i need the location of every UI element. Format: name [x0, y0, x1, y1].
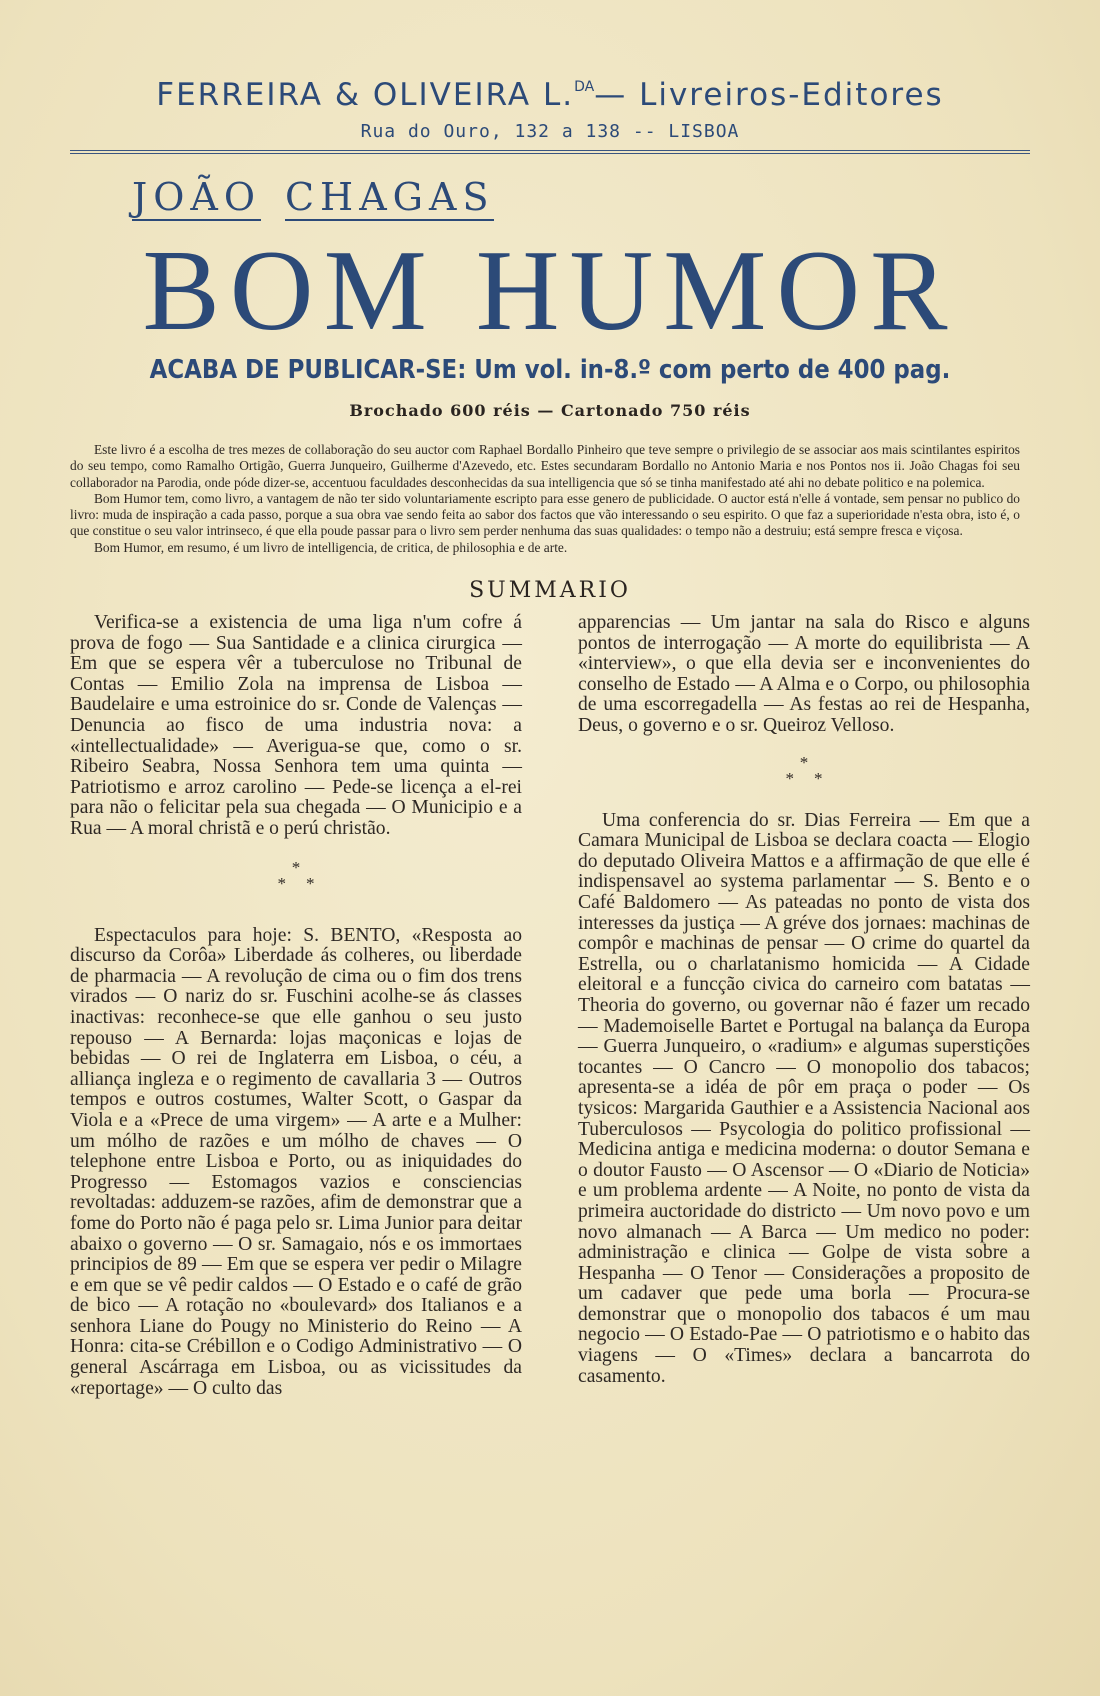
summary-heading: SUMMARIO: [469, 578, 631, 604]
asterism-bottom: **: [785, 768, 843, 788]
price-line: Brochado 600 réis — Cartonado 750 réis: [349, 401, 751, 420]
summary-paragraph: Espectaculos para hoje: S. BENTO, «Resposta ao discurso da Corôa» Liberdade ás colheres, ou liberdade de pharmacia — A revolução de cima ou o fim dos trens virados — O nariz do sr. Fuschini acolhe-se ás classes inactivas: reconhece-se que elle ganhou o seu justo repouso — A Bernarda: lojas maçonicas e lojas de bebidas — O rei de Inglaterra em Lisboa, o céu, a alliança ingleza e o regimento de cavallaria 3 — Outros tempos e outros costumes, Walter Scott, o Gaspar da Viola e a «Prece de uma virgem» — A arte e a Mulher: um mólho de razões e um mólho de chaves — O telephone entre Lisboa e Porto, ou as iniquidades do Progresso — Estomagos vazios e consciencias revoltadas: adduzem-se razões, afim de demonstrar que a fome do Porto não é paga pelo sr. Lima Junior para deitar abaixo o governo — O sr. Samagaio, nós e os immortaes principios de 89 — Em que se espera ver pedir o Milagre e em que se vê pedir caldos — O Estado e o café de grão de bico — A rotação no «boulevard» dos Italianos e a senhora Liane do Pougy no Ministerio do Reino — A Honra: cita-se Crébillon e o Codigo Administrativo — O general Ascárraga em Lisboa, ou as vicissitudes da «reportage» — O culto das: [70, 924, 522, 1399]
asterism-separator: [70, 857, 522, 893]
summary-columns: [70, 613, 1030, 1399]
asterism-top: *: [291, 857, 301, 877]
book-title: BOM HUMOR: [142, 227, 958, 355]
publisher-line: [70, 77, 1030, 113]
book-description: [70, 442, 1020, 556]
description-paragraph: Bom Humor tem, como livro, a vantagem de não ter sido voluntariamente escripto para esse genero de publicidade. O auctor está n'elle á vontade, sem pensar no publico do livro: muda de inspiração a cada passo, porque a sua obra vae sendo feita ao sabor dos factos que vão interessando o seu espirito. O que faz a superioridade n'esta obra, isto é, o que constitue o seu valor intrinseco, é que ella poude passar para o livro sem perder nenhuma das suas qualidades: o tempo não a destruiu; está sempre fresca e viçosa.: [70, 490, 1020, 539]
asterism-top: *: [799, 752, 809, 772]
publication-info: ACABA DE PUBLICAR-SE: Um vol. in-8.º com perto de 400 pag.: [149, 355, 951, 385]
summary-column-right: [578, 613, 1030, 1399]
summary-column-left: [70, 613, 522, 1399]
publisher-address: Rua do Ouro, 132 a 138 -- LISBOA: [360, 121, 740, 142]
description-paragraph: Este livro é a escolha de tres mezes de collaboração do seu auctor com Raphael Bordallo Pinheiro que teve sempre o privilegio de se associar aos mais scintilantes espiritos do seu tempo, como Ramalho Ortigão, Guerra Junqueiro, Guilherme d'Azevedo, etc. Estes secundaram Bordallo no Antonio Maria e nos Pontos nos ii. João Chagas foi seu collaborador na Parodia, onde póde dizer-se, accentuou faculdades desconhecidas da sua intelligencia que só se tinha manifestado até ahi no debate politico e na polemica.: [70, 442, 1020, 490]
summary-paragraph: Verifica-se a existencia de uma liga n'um cofre á prova de fogo — Sua Santidade e a clinica cirurgica — Em que se espera vêr a tuberculose no Tribunal de Contas — Emilio Zola na imprensa de Lisboa — Baudelaire e uma estroinice do sr. Conde de Valenças — Denuncia ao fisco de uma industria nova: a «intellectualidade» — Averigua-se que, como o sr. Ribeiro Seabra, Nossa Senhora tem uma quinta — Patriotismo e arroz carolino — Pede-se licença a el-rei para não o felicitar pela sua chegada — O Municipio e a Rua — A moral christã e o perú christão.: [70, 612, 522, 840]
description-paragraph: Bom Humor, em resumo, é um livro de intelligencia, de critica, de philosophia e de arte.: [94, 539, 568, 555]
summary-paragraph: Uma conferencia do sr. Dias Ferreira — Em que a Camara Municipal de Lisboa se declara coacta — Elogio do deputado Oliveira Mattos e a affirmação de que elle é indispensavel ao systema parlamentar — S. Bento e o Café Baldomero — As pateadas no ponto de vista dos interesses da justiça — A gréve dos jornaes: machinas de compôr e machinas de pensar — O crime do quartel da Estrella, ou o charlatanismo homicida — A Cidade eleitoral e a funcção civica do carneiro com batatas — Theoria do governo, ou governar não é fazer um recado — Mademoiselle Bartet e Portugal na balança da Europa — Guerra Junqueiro, o «radium» e algumas superstições tocantes — O Cancro — O monopolio dos tabacos; apresenta-se a idéa de pôr em praça o poder — Os tysicos: Margarida Gauthier e a Assistencia Nacional aos Tuberculosos — Psycologia do politico profissional — Medicina antiga e medicina moderna: o doutor Semana e o doutor Fausto — O Ascensor — O «Diario de Noticia» e um problema ardente — A Noite, no ponto de vista da primeira auctoridade do districto — Um novo povo e um novo almanach — A Barca — Um medico no poder: administração e clinica — Golpe de vista sobre a Hespanha — O Tenor — Considerações a proposito de um cadaver que pede uma borla — Procura-se demonstrar que o monopolio dos tabacos é um mau negocio — O Estado-Pae — O patriotismo e o habito das viagens — O «Times» declara a bancarrota do casamento.: [578, 809, 1030, 1387]
header-divider: [70, 150, 1030, 154]
author-last-name: CHAGAS: [284, 175, 495, 219]
publisher-suffix: DA: [574, 79, 595, 95]
author-name: [132, 175, 1030, 221]
publisher-name: FERREIRA & OLIVEIRA L.: [156, 77, 575, 113]
asterism-bottom: **: [277, 873, 335, 893]
summary-paragraph: apparencias — Um jantar na sala do Risco e alguns pontos de interrogação — A morte do equilibrista — A «interview», o que ella devia ser e inconvenientes do conselho de Estado — A Alma e o Corpo, ou philosophia de uma escorregadella — As festas ao rei de Hespanha, Deus, o governo e o sr. Queiroz Velloso.: [578, 612, 1030, 737]
author-first-name: JOÃO: [132, 175, 261, 219]
publisher-trade: — Livreiros-Editores: [594, 77, 944, 113]
asterism-separator: [578, 752, 1030, 788]
